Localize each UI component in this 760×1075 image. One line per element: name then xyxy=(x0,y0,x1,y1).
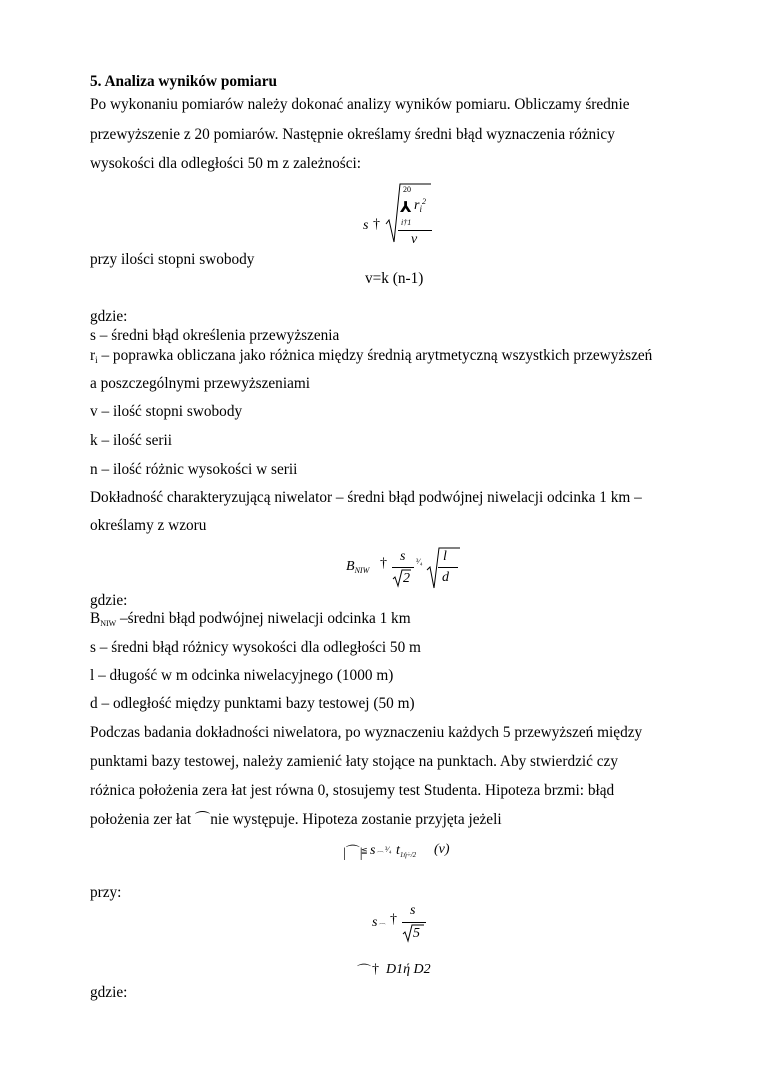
f1-sum-lower: i†1 xyxy=(401,218,412,227)
study-line-1: Podczas badania dokładności niwelatora, po wyznaczeniu każdych 5 przewyższeń między xyxy=(90,724,643,741)
f1-term: $r_i^2$ xyxy=(414,197,426,214)
where-label-2: gdzie: xyxy=(90,592,128,609)
accuracy-line-1: Dokładność charakteryzującą niwelator – średni błąd podwójnej niwelacji odcinka 1 km – xyxy=(90,489,642,506)
def-s: s – średni błąd określenia przewyższenia xyxy=(90,327,340,344)
f4-num: s xyxy=(410,903,416,918)
f3-arg: (v) xyxy=(434,842,450,857)
f1-sum-symbol: ⅄ xyxy=(400,200,412,216)
f3-abs: |⌒| xyxy=(343,846,363,861)
f3-op: ³⁄₄ xyxy=(385,845,392,854)
study-line-2: punktami bazy testowej, należy zamienić łaty stojące na punktach. Aby stwierdzić czy xyxy=(90,753,618,770)
f1-denominator: v xyxy=(411,232,418,247)
dof-formula: v=k (n-1) xyxy=(365,270,424,287)
f4-lhs: $s_⌒$ xyxy=(372,915,385,931)
f3-s: $s_⌒$ xyxy=(370,843,383,859)
f4-den: 5 xyxy=(413,926,420,941)
f5-rhs: D1ή D2 xyxy=(386,962,431,977)
hypothesis-line: położenia zer łat ⌒nie występuje. Hipoteza zostanie przyjęta jeżeli xyxy=(90,811,502,828)
f1-rel: † xyxy=(373,217,380,232)
f2-lhs: $B_{NIW}$ xyxy=(346,559,370,575)
f2-den: 2 xyxy=(403,571,410,586)
f3-t: $t_{1ή\div/2}$ xyxy=(396,843,417,859)
def-bniw: BNIW –średni błąd podwójnej niwelacji odcinka 1 km xyxy=(90,610,411,628)
f1-lhs: s xyxy=(363,218,369,233)
def-k: k – ilość serii xyxy=(90,432,172,449)
def-ri-cont: a poszczególnymi przewyższeniami xyxy=(90,375,311,392)
where-label-3: gdzie: xyxy=(90,984,128,1001)
def-v: v – ilość stopni swobody xyxy=(90,403,243,420)
f2-rel: † xyxy=(380,556,387,571)
f2-frac-den: d xyxy=(442,570,449,585)
study-line-3: różnica położenia zera łat jest równa 0, stosujemy test Studenta. Hipoteza brzmi: błąd xyxy=(90,782,615,799)
f2-op: ³⁄₄ xyxy=(416,557,423,566)
intro-line-1: Po wykonaniu pomiarów należy dokonać analizy wyników pomiaru. Obliczamy średnie xyxy=(90,96,630,113)
f2-frac-num: l xyxy=(443,549,447,564)
intro-line-3: wysokości dla odległości 50 m z zależności: xyxy=(90,155,362,172)
dof-text: przy ilości stopni swobody xyxy=(90,251,255,268)
f2-fraction-bar-2 xyxy=(438,567,458,568)
f4-rel: † xyxy=(390,912,397,927)
def-s2: s – średni błąd różnicy wysokości dla odległości 50 m xyxy=(90,639,421,656)
intro-line-2: przewyższenie z 20 pomiarów. Następnie określamy średni błąd wyznaczenia różnicy xyxy=(90,126,615,143)
def-ri: ri – poprawka obliczana jako różnica między średnią arytmetyczną wszystkich przewyższeń xyxy=(90,347,653,365)
def-d: d – odległość między punktami bazy testowej (50 m) xyxy=(90,695,415,712)
f2-num: s xyxy=(400,549,406,564)
f5-lhs: ⌒ xyxy=(357,965,371,980)
accuracy-line-2: określamy z wzoru xyxy=(90,517,207,534)
section-heading: 5. Analiza wyników pomiaru xyxy=(90,73,277,90)
przy-label: przy: xyxy=(90,884,122,901)
f5-rel: † xyxy=(372,962,379,977)
f3-rel: ≦ xyxy=(361,846,368,855)
f1-sum-upper: 20 xyxy=(403,185,411,194)
where-label-1: gdzie: xyxy=(90,308,128,325)
f1-fraction-bar xyxy=(398,230,432,231)
def-n: n – ilość różnic wysokości w serii xyxy=(90,461,298,478)
def-l: l – długość w m odcinka niwelacyjnego (1000 m) xyxy=(90,667,394,684)
